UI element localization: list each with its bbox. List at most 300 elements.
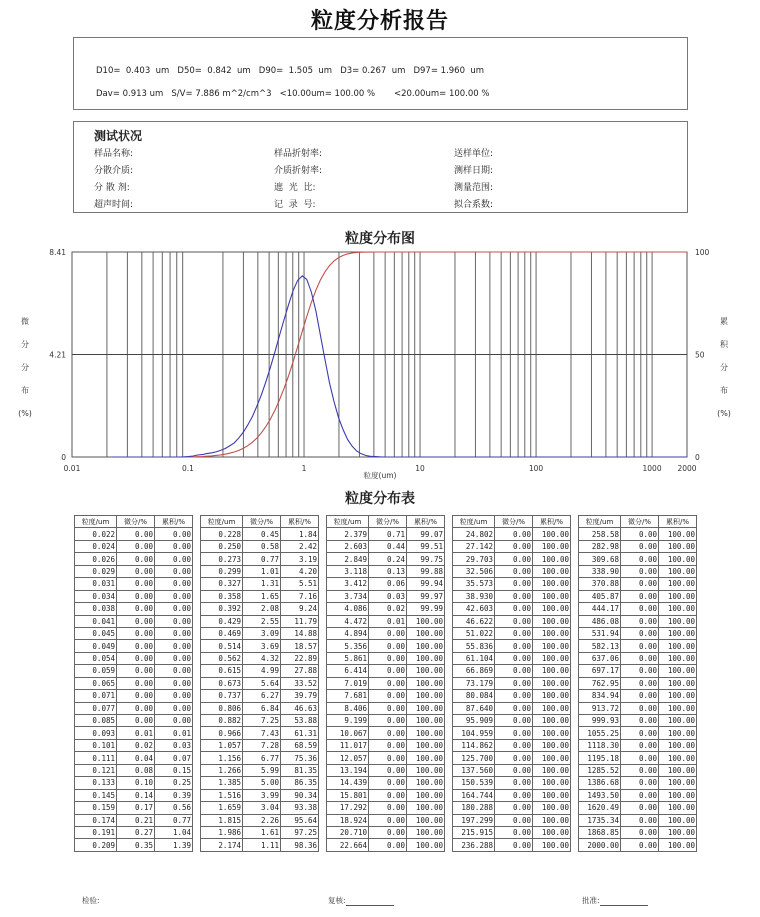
table-row [327, 839, 445, 851]
diff-header: 微分/% [495, 516, 533, 528]
cum-cell: 100.00 [659, 715, 697, 727]
y-right-axis-label-char: 分 [720, 363, 728, 372]
table-row [75, 565, 193, 577]
table-row [201, 690, 319, 702]
diff-cell: 1.65 [243, 590, 281, 602]
size-cell: 0.392 [201, 603, 243, 615]
diff-cell: 0.00 [495, 553, 533, 565]
table-row [75, 752, 193, 764]
diff-cell: 0.00 [369, 627, 407, 639]
size-cell: 1.986 [201, 826, 243, 838]
cum-cell: 0.00 [155, 627, 193, 639]
table-row [201, 603, 319, 615]
size-cell: 531.94 [579, 627, 621, 639]
diff-cell: 0.00 [495, 715, 533, 727]
diff-cell: 0.00 [495, 690, 533, 702]
summary-box [73, 37, 688, 110]
diff-cell: 0.00 [495, 565, 533, 577]
size-cell: 0.228 [201, 528, 243, 540]
cum-cell: 100.00 [659, 702, 697, 714]
size-cell: 913.72 [579, 702, 621, 714]
diff-cell: 0.58 [243, 540, 281, 552]
review-signature-line [346, 898, 394, 906]
size-cell: 1386.68 [579, 777, 621, 789]
test-conditions-box [73, 121, 688, 213]
diff-cell: 5.99 [243, 764, 281, 776]
cum-header: 累积/% [407, 516, 445, 528]
diff-cell: 0.00 [621, 690, 659, 702]
cum-cell: 27.88 [281, 665, 319, 677]
diff-cell: 0.00 [369, 826, 407, 838]
cum-cell: 0.00 [155, 590, 193, 602]
cum-cell: 100.00 [407, 789, 445, 801]
cum-cell: 100.00 [407, 652, 445, 664]
size-cell: 0.041 [75, 615, 117, 627]
table-row [75, 777, 193, 789]
table-row [327, 640, 445, 652]
y-right-tick-label: 100 [695, 248, 710, 257]
table-row [453, 627, 571, 639]
cum-cell: 1.84 [281, 528, 319, 540]
size-cell: 0.429 [201, 615, 243, 627]
x-axis-label: 粒度(um) [363, 471, 397, 480]
size-cell: 697.17 [579, 665, 621, 677]
table-row [327, 702, 445, 714]
table-row [327, 590, 445, 602]
size-cell: 0.966 [201, 727, 243, 739]
diff-cell: 0.00 [117, 553, 155, 565]
size-cell: 24.802 [453, 528, 495, 540]
table-row [327, 777, 445, 789]
diff-cell: 0.00 [117, 528, 155, 540]
table-row [579, 777, 697, 789]
diff-cell: 0.00 [621, 814, 659, 826]
size-cell: 12.057 [327, 752, 369, 764]
table-row [327, 603, 445, 615]
size-cell: 0.026 [75, 553, 117, 565]
footer-review [328, 895, 394, 906]
table-header-row [453, 516, 571, 528]
table-row [579, 627, 697, 639]
diff-cell: 0.01 [117, 727, 155, 739]
test-conditions-heading: 测试状况 [94, 129, 143, 143]
table-row [579, 565, 697, 577]
table-row [579, 640, 697, 652]
diff-cell: 0.00 [621, 802, 659, 814]
table-row [453, 715, 571, 727]
diff-cell: 6.27 [243, 690, 281, 702]
table-row [75, 528, 193, 540]
cum-cell: 100.00 [407, 826, 445, 838]
size-header: 粒度/um [75, 516, 117, 528]
cum-cell: 99.07 [407, 528, 445, 540]
cum-cell: 0.00 [155, 715, 193, 727]
size-cell: 0.145 [75, 789, 117, 801]
cum-cell: 100.00 [659, 802, 697, 814]
table-row [75, 802, 193, 814]
diff-cell: 0.00 [621, 627, 659, 639]
size-cell: 6.414 [327, 665, 369, 677]
size-cell: 0.085 [75, 715, 117, 727]
diff-cell: 0.00 [495, 640, 533, 652]
table-row [579, 665, 697, 677]
size-cell: 1735.34 [579, 814, 621, 826]
cum-cell: 99.99 [407, 603, 445, 615]
x-tick-label: 1 [301, 464, 307, 473]
diff-cell: 0.44 [369, 540, 407, 552]
table-row [75, 690, 193, 702]
cum-cell: 81.35 [281, 764, 319, 776]
diff-cell: 5.64 [243, 677, 281, 689]
table-row [579, 677, 697, 689]
table-row [579, 590, 697, 602]
diff-cell: 0.08 [117, 764, 155, 776]
diff-cell: 0.00 [117, 540, 155, 552]
size-cell: 0.101 [75, 739, 117, 751]
size-cell: 1868.85 [579, 826, 621, 838]
diff-cell: 0.00 [621, 715, 659, 727]
size-cell: 51.022 [453, 627, 495, 639]
cum-cell: 0.00 [155, 640, 193, 652]
diff-cell: 0.00 [621, 540, 659, 552]
condition-field-label: 介质折射率: [274, 166, 323, 176]
diff-cell: 0.00 [621, 665, 659, 677]
table-row [579, 739, 697, 751]
diff-cell: 0.00 [117, 702, 155, 714]
size-cell: 0.034 [75, 590, 117, 602]
table-row [201, 752, 319, 764]
table-row [453, 739, 571, 751]
table-header-row [327, 516, 445, 528]
cum-cell: 100.00 [407, 702, 445, 714]
chart-title: 粒度分布图 [345, 231, 415, 247]
cum-cell: 100.00 [659, 752, 697, 764]
x-tick-label: 100 [528, 464, 544, 473]
diff-cell: 0.21 [117, 814, 155, 826]
cum-cell: 100.00 [533, 789, 571, 801]
diff-cell: 0.00 [621, 565, 659, 577]
size-cell: 150.539 [453, 777, 495, 789]
cum-cell: 0.03 [155, 739, 193, 751]
diff-cell: 0.00 [117, 652, 155, 664]
table-row [201, 677, 319, 689]
cum-cell: 33.52 [281, 677, 319, 689]
cum-cell: 3.19 [281, 553, 319, 565]
size-cell: 7.681 [327, 690, 369, 702]
size-cell: 0.054 [75, 652, 117, 664]
size-cell: 9.199 [327, 715, 369, 727]
diff-cell: 0.00 [369, 640, 407, 652]
cum-cell: 100.00 [533, 802, 571, 814]
table-row [579, 553, 697, 565]
table-row [201, 627, 319, 639]
size-cell: 0.029 [75, 565, 117, 577]
size-cell: 3.734 [327, 590, 369, 602]
size-cell: 1195.18 [579, 752, 621, 764]
size-cell: 73.179 [453, 677, 495, 689]
cum-cell: 5.51 [281, 578, 319, 590]
cum-cell: 100.00 [659, 640, 697, 652]
condition-field-label: 记 录 号: [274, 200, 316, 210]
size-cell: 309.68 [579, 553, 621, 565]
diff-cell: 0.35 [117, 839, 155, 851]
approve-label: 批准: [582, 896, 600, 905]
size-cell: 0.174 [75, 814, 117, 826]
diff-cell: 0.00 [621, 590, 659, 602]
table-row [201, 565, 319, 577]
table-row [201, 777, 319, 789]
size-cell: 0.358 [201, 590, 243, 602]
table-row [579, 727, 697, 739]
cum-header: 累积/% [281, 516, 319, 528]
size-cell: 0.209 [75, 839, 117, 851]
size-cell: 0.049 [75, 640, 117, 652]
distribution-table-5 [578, 515, 697, 852]
size-cell: 582.13 [579, 640, 621, 652]
diff-cell: 4.99 [243, 665, 281, 677]
diff-cell: 0.00 [621, 578, 659, 590]
size-cell: 0.045 [75, 627, 117, 639]
size-cell: 0.514 [201, 640, 243, 652]
cum-cell: 100.00 [533, 715, 571, 727]
diff-cell: 0.00 [495, 677, 533, 689]
cum-cell: 100.00 [659, 590, 697, 602]
size-cell: 0.121 [75, 764, 117, 776]
diff-cell: 0.71 [369, 528, 407, 540]
report-title: 粒度分析报告 [310, 9, 449, 34]
cum-cell: 100.00 [407, 715, 445, 727]
cum-cell: 0.00 [155, 578, 193, 590]
distribution-chart [0, 240, 760, 490]
cum-cell: 100.00 [533, 603, 571, 615]
cum-cell: 93.38 [281, 802, 319, 814]
cum-cell: 0.00 [155, 652, 193, 664]
y-right-tick-label: 50 [695, 350, 705, 360]
size-cell: 104.959 [453, 727, 495, 739]
table-row [327, 615, 445, 627]
table-row [201, 665, 319, 677]
cum-cell: 100.00 [659, 565, 697, 577]
diff-cell: 0.00 [495, 590, 533, 602]
cum-cell: 14.88 [281, 627, 319, 639]
cum-cell: 100.00 [659, 627, 697, 639]
size-cell: 137.560 [453, 764, 495, 776]
cum-cell: 98.36 [281, 839, 319, 851]
x-tick-label: 0.01 [63, 464, 81, 473]
table-row [327, 764, 445, 776]
y-right-axis-label-char: 累 [720, 317, 728, 326]
table-row [75, 627, 193, 639]
diff-cell: 0.02 [117, 739, 155, 751]
diff-cell: 0.00 [495, 826, 533, 838]
table-row [579, 802, 697, 814]
cum-cell: 18.57 [281, 640, 319, 652]
cum-cell: 100.00 [659, 603, 697, 615]
size-cell: 0.159 [75, 802, 117, 814]
size-cell: 1.516 [201, 789, 243, 801]
size-cell: 370.88 [579, 578, 621, 590]
cum-cell: 100.00 [407, 777, 445, 789]
cum-cell: 99.97 [407, 590, 445, 602]
cum-cell: 7.16 [281, 590, 319, 602]
cum-cell: 100.00 [659, 789, 697, 801]
cum-cell: 100.00 [407, 814, 445, 826]
diff-cell: 0.00 [621, 826, 659, 838]
table-row [201, 640, 319, 652]
table-row [201, 764, 319, 776]
diff-cell: 3.69 [243, 640, 281, 652]
diff-cell: 7.25 [243, 715, 281, 727]
cum-cell: 100.00 [533, 565, 571, 577]
y-left-axis-label-char: 分 [21, 363, 29, 372]
cum-cell: 100.00 [407, 739, 445, 751]
table-row [453, 590, 571, 602]
table-row [453, 603, 571, 615]
size-cell: 22.664 [327, 839, 369, 851]
table-row [327, 789, 445, 801]
diff-cell: 0.00 [369, 752, 407, 764]
diff-cell: 1.11 [243, 839, 281, 851]
size-cell: 114.862 [453, 739, 495, 751]
cum-cell: 99.75 [407, 553, 445, 565]
table-row [201, 553, 319, 565]
cum-cell: 100.00 [659, 540, 697, 552]
table-row [579, 789, 697, 801]
table-row [327, 627, 445, 639]
diff-cell: 7.43 [243, 727, 281, 739]
size-cell: 0.133 [75, 777, 117, 789]
cum-cell: 99.88 [407, 565, 445, 577]
diff-cell: 3.04 [243, 802, 281, 814]
cum-cell: 0.39 [155, 789, 193, 801]
cum-cell: 100.00 [659, 839, 697, 851]
table-row [327, 528, 445, 540]
table-row [453, 690, 571, 702]
size-cell: 5.861 [327, 652, 369, 664]
cum-cell: 100.00 [659, 814, 697, 826]
diff-cell: 6.77 [243, 752, 281, 764]
diff-cell: 0.00 [495, 652, 533, 664]
table-row [201, 578, 319, 590]
cum-cell: 0.07 [155, 752, 193, 764]
size-cell: 0.065 [75, 677, 117, 689]
size-cell: 444.17 [579, 603, 621, 615]
y-right-axis-label-char: 积 [720, 340, 728, 349]
size-cell: 637.06 [579, 652, 621, 664]
cum-cell: 100.00 [533, 640, 571, 652]
table-row [453, 802, 571, 814]
cum-cell: 100.00 [533, 690, 571, 702]
table-row [201, 528, 319, 540]
cum-cell: 0.00 [155, 603, 193, 615]
diff-cell: 2.08 [243, 603, 281, 615]
diff-cell: 0.00 [117, 665, 155, 677]
table-row [327, 553, 445, 565]
diff-cell: 0.00 [621, 603, 659, 615]
condition-field-label: 超声时间: [94, 200, 134, 210]
cum-cell: 100.00 [533, 627, 571, 639]
size-cell: 0.737 [201, 690, 243, 702]
diff-cell: 0.17 [117, 802, 155, 814]
size-cell: 4.894 [327, 627, 369, 639]
cum-cell: 11.79 [281, 615, 319, 627]
y-right-axis-label-char: (%) [717, 409, 731, 418]
size-cell: 42.603 [453, 603, 495, 615]
diff-cell: 0.00 [495, 603, 533, 615]
size-cell: 46.622 [453, 615, 495, 627]
table-header-row [579, 516, 697, 528]
y-left-tick-label: 8.41 [49, 248, 66, 257]
cum-cell: 100.00 [407, 690, 445, 702]
size-cell: 0.806 [201, 702, 243, 714]
table-row [453, 578, 571, 590]
diff-cell: 0.04 [117, 752, 155, 764]
size-cell: 11.017 [327, 739, 369, 751]
table-row [579, 839, 697, 851]
diff-cell: 0.00 [117, 677, 155, 689]
cum-cell: 0.00 [155, 677, 193, 689]
cum-cell: 100.00 [407, 640, 445, 652]
diff-cell: 3.99 [243, 789, 281, 801]
table-row [579, 690, 697, 702]
cum-cell: 100.00 [407, 665, 445, 677]
size-cell: 3.118 [327, 565, 369, 577]
condition-field-label: 分散介质: [94, 166, 134, 176]
cum-cell: 100.00 [533, 528, 571, 540]
cum-cell: 100.00 [659, 727, 697, 739]
diff-cell: 0.02 [369, 603, 407, 615]
table-row [201, 826, 319, 838]
size-cell: 10.067 [327, 727, 369, 739]
table-row [579, 603, 697, 615]
diff-cell: 0.45 [243, 528, 281, 540]
cum-cell: 100.00 [533, 739, 571, 751]
size-cell: 405.87 [579, 590, 621, 602]
size-cell: 0.111 [75, 752, 117, 764]
diff-cell: 4.32 [243, 652, 281, 664]
table-title: 粒度分布表 [345, 491, 415, 507]
size-cell: 2.379 [327, 528, 369, 540]
diff-cell: 0.27 [117, 826, 155, 838]
condition-field-label: 送样单位: [454, 149, 494, 159]
diff-cell: 0.24 [369, 553, 407, 565]
size-cell: 0.077 [75, 702, 117, 714]
y-left-axis-label-char: 布 [21, 386, 29, 395]
distribution-table-3 [326, 515, 445, 852]
cum-cell: 100.00 [533, 615, 571, 627]
size-cell: 1.385 [201, 777, 243, 789]
cum-cell: 100.00 [659, 777, 697, 789]
cum-cell: 100.00 [533, 652, 571, 664]
size-cell: 29.703 [453, 553, 495, 565]
table-row [75, 540, 193, 552]
cum-cell: 99.51 [407, 540, 445, 552]
size-cell: 80.084 [453, 690, 495, 702]
cum-cell: 100.00 [407, 839, 445, 851]
table-row [579, 528, 697, 540]
size-cell: 4.086 [327, 603, 369, 615]
table-row [75, 652, 193, 664]
cum-cell: 100.00 [659, 739, 697, 751]
table-row [453, 553, 571, 565]
table-row [579, 814, 697, 826]
size-cell: 762.95 [579, 677, 621, 689]
table-row [453, 677, 571, 689]
size-cell: 0.059 [75, 665, 117, 677]
diff-cell: 0.00 [369, 814, 407, 826]
x-tick-label: 10 [415, 464, 425, 473]
cum-header: 累积/% [533, 516, 571, 528]
